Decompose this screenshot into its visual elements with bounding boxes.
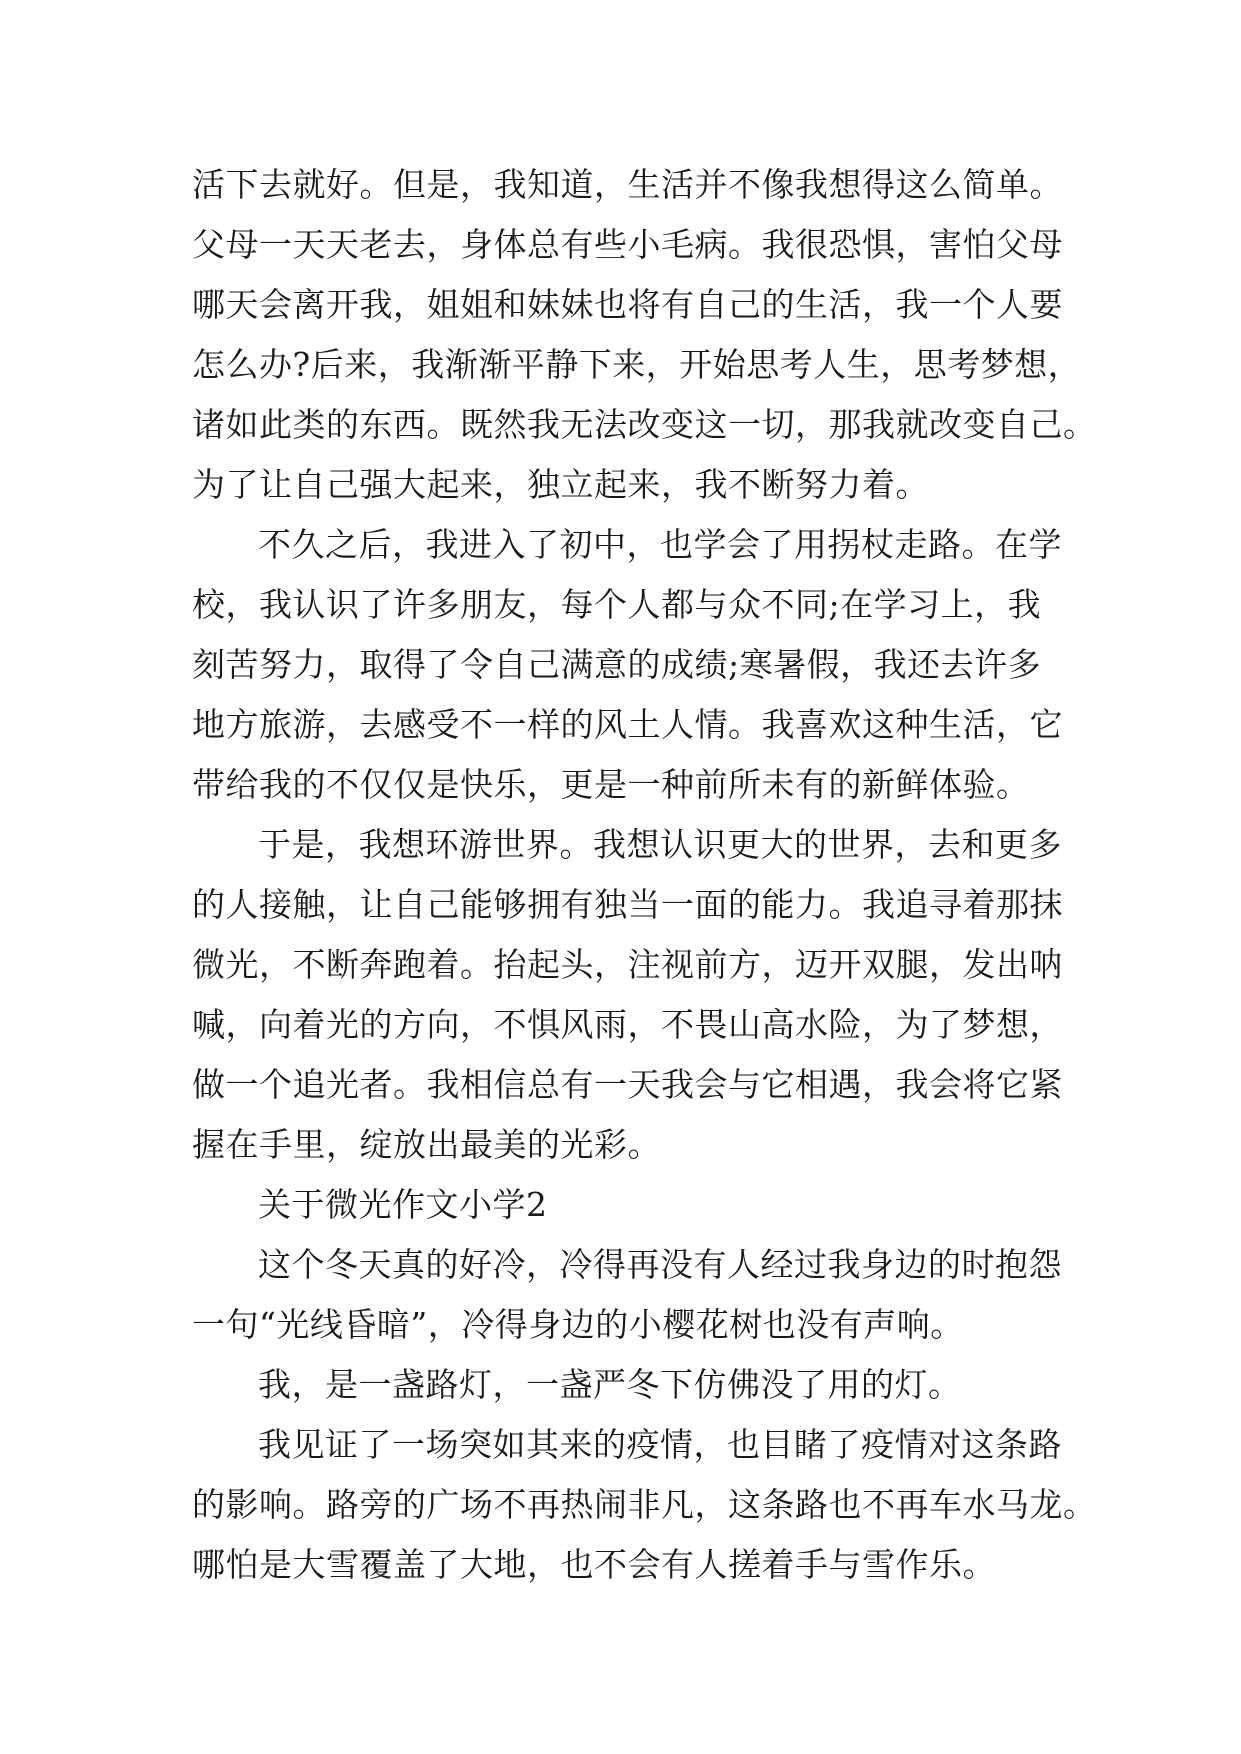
text-line: 校，我认识了许多朋友，每个人都与众不同;在学习上，我 (192, 585, 1042, 624)
text-line: 带给我的不仅仅是快乐，更是一种前所未有的新鲜体验。 (192, 765, 1030, 804)
text-line: 活下去就好。但是，我知道，生活并不像我想得这么简单。 (192, 165, 1063, 204)
text-line: 地方旅游，去感受不一样的风土人情。我喜欢这种生活，它 (192, 705, 1063, 744)
text-line: 怎么办?后来，我渐渐平静下来，开始思考人生，思考梦想， (192, 345, 1082, 384)
section-heading: 关于微光作文小学2 (258, 1185, 548, 1224)
text-line: 喊，向着光的方向，不惧风雨，不畏山高水险，为了梦想， (192, 1005, 1063, 1044)
paragraph-start-line: 我见证了一场突如其来的疫情，也目睹了疫情对这条路 (258, 1425, 1062, 1464)
text-line: 哪怕是大雪覆盖了大地，也不会有人搓着手与雪作乐。 (192, 1545, 996, 1584)
text-line: 的人接触，让自己能够拥有独当一面的能力。我追寻着那抹 (192, 885, 1063, 924)
text-line: 为了让自己强大起来，独立起来，我不断努力着。 (192, 465, 929, 504)
text-line: 做一个追光者。我相信总有一天我会与它相遇，我会将它紧 (192, 1065, 1063, 1104)
text-line: 的影响。路旁的广场不再热闹非凡，这条路也不再车水马龙。 (192, 1485, 1097, 1524)
text-line: 刻苦努力，取得了令自己满意的成绩;寒暑假，我还去许多 (192, 645, 1042, 684)
paragraph-start-line: 不久之后，我进入了初中，也学会了用拐杖走路。在学 (258, 525, 1062, 564)
text-line: 父母一天天老去，身体总有些小毛病。我很恐惧，害怕父母 (192, 225, 1063, 264)
paragraph-start-line: 这个冬天真的好冷，冷得再没有人经过我身边的时抱怨 (258, 1245, 1062, 1284)
document-body (192, 155, 1097, 1595)
text-line: 一句“光线昏暗”，冷得身边的小樱花树也没有声响。 (192, 1305, 964, 1344)
text-line: 诸如此类的东西。既然我无法改变这一切，那我就改变自己。 (192, 405, 1097, 444)
text-line: 微光，不断奔跑着。抬起头，注视前方，迈开双腿，发出呐 (192, 945, 1063, 984)
paragraph-start-line: 于是，我想环游世界。我想认识更大的世界，去和更多 (258, 825, 1062, 864)
text-line: 哪天会离开我，姐姐和妹妹也将有自己的生活，我一个人要 (192, 285, 1063, 324)
paragraph-start-line: 我，是一盏路灯，一盏严冬下仿佛没了用的灯。 (258, 1365, 962, 1404)
text-line: 握在手里，绽放出最美的光彩。 (192, 1125, 661, 1164)
